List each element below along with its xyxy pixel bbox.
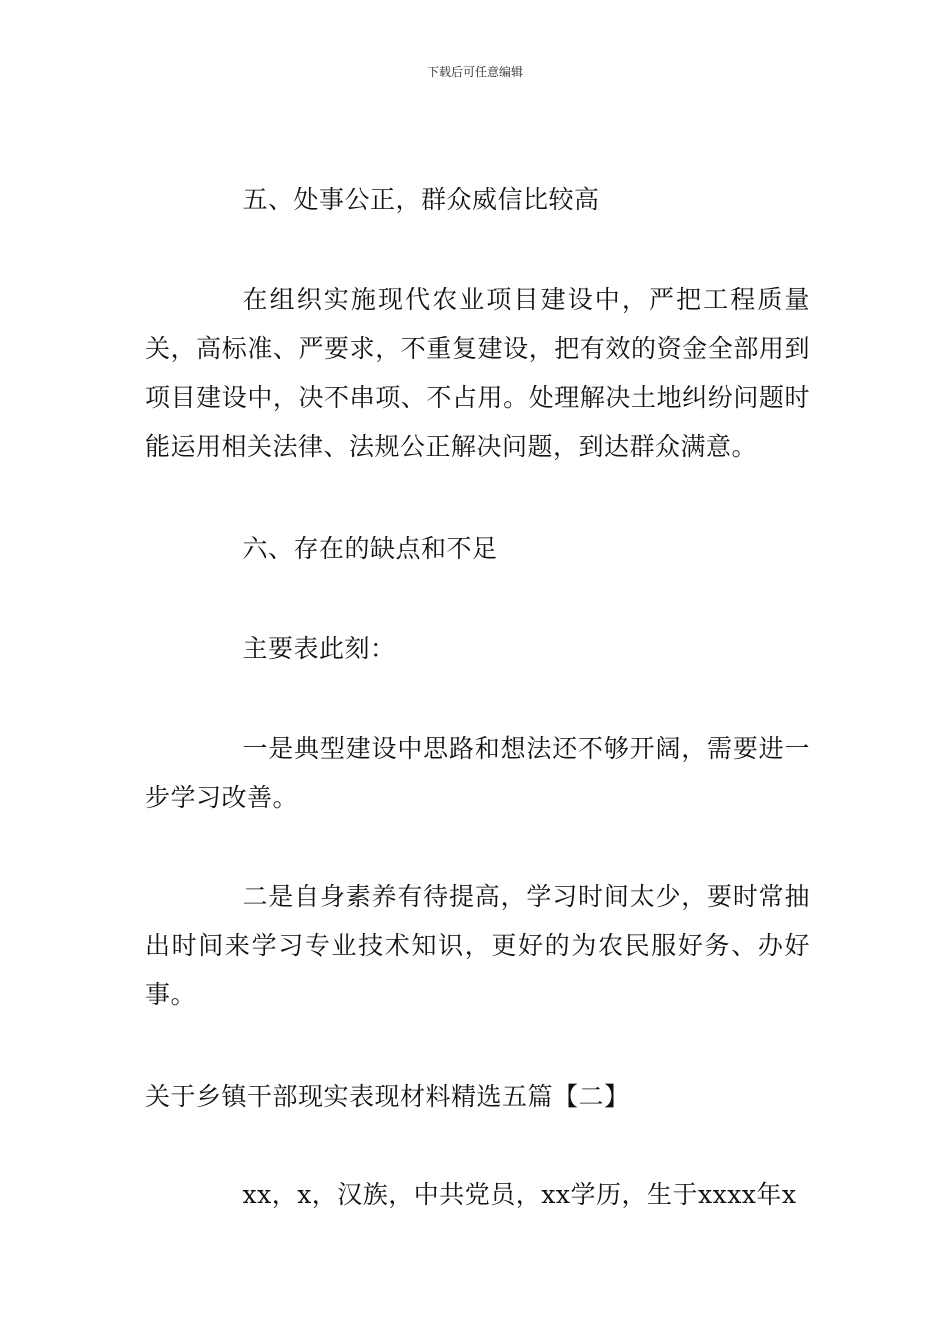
body-paragraph: 主要表此刻： <box>242 634 396 663</box>
body-paragraph: xx，x，汉族，中共党员，xx学历，生于xxxx年x <box>242 1180 797 1209</box>
section-heading-five: 五、处事公正，群众威信比较高 <box>242 185 600 214</box>
section-heading-six: 六、存在的缺点和不足 <box>242 534 498 563</box>
body-paragraph: 一是典型建设中思路和想法还不够开阔，需要进一步学习改善。 <box>145 734 810 812</box>
page-header-note: 下载后可任意编辑 <box>426 65 523 79</box>
body-paragraph: 在组织实施现代农业项目建设中，严把工程质量关，高标准、严要求，不重复建设，把有效的资金全部用到项目建设中，决不串项、不占用。处理解决土地纠纷问题时能运用相关法律、法规公正解决问题，到达群众满意。 <box>145 285 810 461</box>
article-title: 关于乡镇干部现实表现材料精选五篇【二】 <box>145 1082 630 1111</box>
body-paragraph: 二是自身素养有待提高，学习时间太少，要时常抽出时间来学习专业技术知识，更好的为农民服好务、办好事。 <box>145 882 810 1009</box>
